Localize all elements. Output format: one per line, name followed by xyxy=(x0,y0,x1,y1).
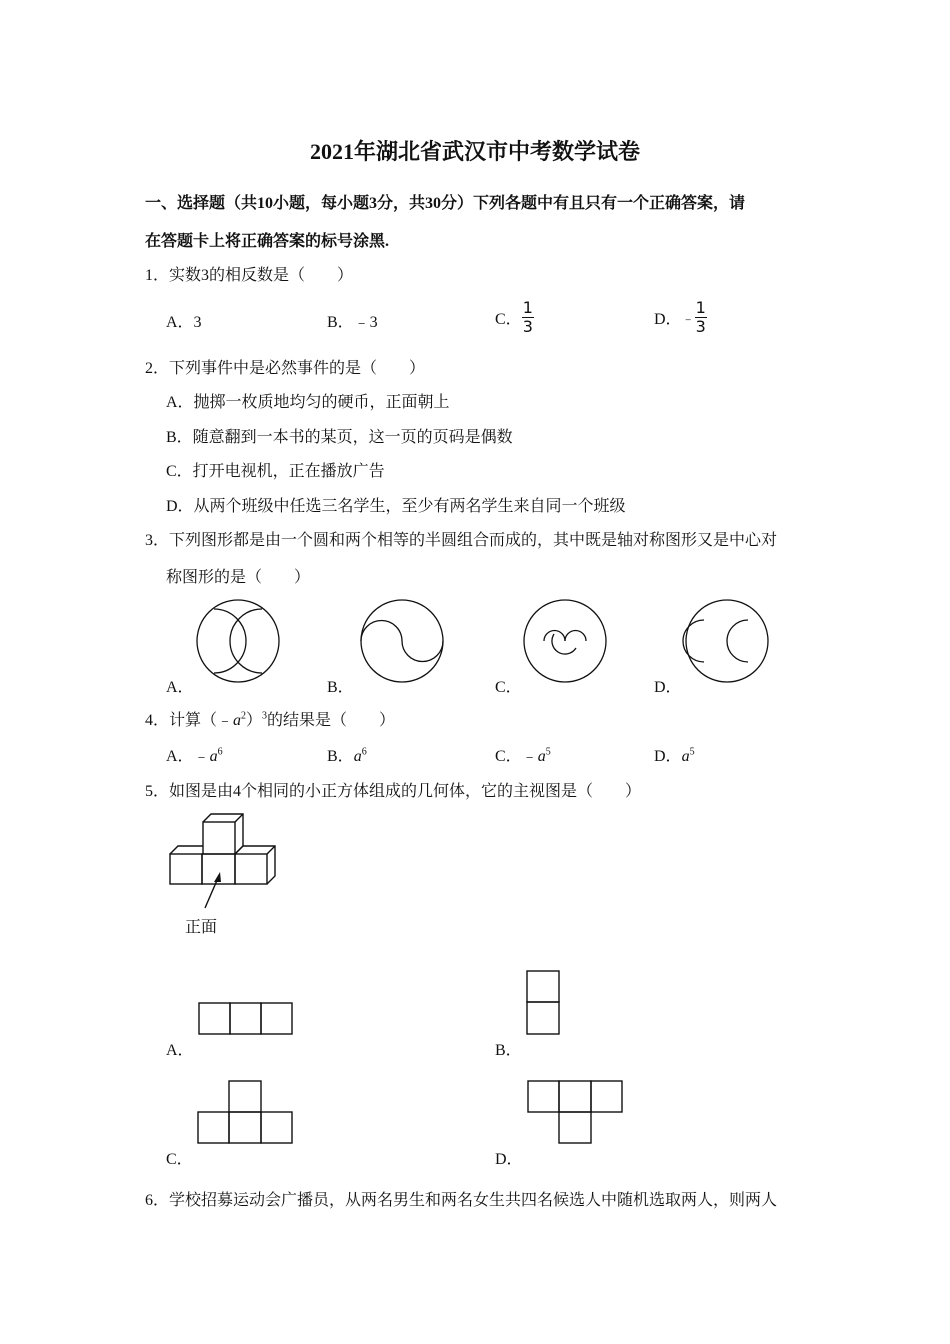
q4-c-exp: 5 xyxy=(545,746,551,758)
q1-option-d-label: D． xyxy=(654,311,682,328)
q4-option-b xyxy=(327,743,367,766)
q1-option-a: A．3 xyxy=(166,314,202,331)
q4-d-exp: 5 xyxy=(689,746,695,758)
q4-stem xyxy=(145,707,395,730)
q2-option-c: C．打开电视机，正在播放广告 xyxy=(166,463,385,480)
q4-d-label: D． xyxy=(654,748,682,765)
q4-d-var: a xyxy=(681,748,690,765)
q3-option-c: C． xyxy=(495,679,522,696)
q2-stem: 2．下列事件中是必然事件的是（ ） xyxy=(145,360,426,377)
q1-option-d-fraction xyxy=(695,299,707,336)
q4-option-d xyxy=(654,743,695,766)
arrow-head-icon xyxy=(214,872,221,882)
q5-view-b xyxy=(526,970,561,1036)
q4-stem-suffix: 的结果是（ ） xyxy=(267,712,396,729)
q4-option-c xyxy=(495,743,551,766)
q1-option-b: B．﹣3 xyxy=(327,314,378,331)
q3-option-a: A． xyxy=(166,679,194,696)
q3-figure-a xyxy=(195,598,281,684)
section-heading-line2: 在答题卡上将正确答案的标号涂黑. xyxy=(145,233,390,250)
q5-option-a: A． xyxy=(166,1042,194,1059)
q1-c-denominator: 3 xyxy=(522,317,533,336)
q3-figure-c xyxy=(522,598,608,684)
q3-figure-d xyxy=(684,598,770,684)
q3-stem-line1: 3．下列图形都是由一个圆和两个相等的半圆组合而成的，其中既是轴对称图形又是中心对 xyxy=(145,532,778,549)
q1-option-c-fraction xyxy=(522,299,534,336)
q1-option-d-sign: ﹣ xyxy=(681,311,695,326)
q4-stem-prefix: 4．计算（﹣ xyxy=(145,712,234,729)
q5-front-label: 正面 xyxy=(185,917,218,936)
q5-option-b: B． xyxy=(495,1042,522,1059)
q5-solid-figure xyxy=(165,810,285,890)
q3-figure-b xyxy=(359,598,445,684)
page-title: 2021年湖北省武汉市中考数学试卷 xyxy=(309,139,640,164)
q4-a-var: a xyxy=(209,748,218,765)
q5-view-c xyxy=(197,1080,295,1145)
q4-stem-var: a xyxy=(233,712,242,729)
q1-option-d xyxy=(654,299,707,336)
q4-b-label: B． xyxy=(327,748,354,765)
section-heading-line1: 一、选择题（共10小题，每小题3分，共30分）下列各题中有且只有一个正确答案，请 xyxy=(145,195,746,212)
q6-stem: 6．学校招募运动会广播员，从两名男生和两名女生共四名候选人中随机选取两人，则两人 xyxy=(145,1192,778,1209)
q3-option-d: D． xyxy=(654,679,682,696)
q2-option-b: B．随意翻到一本书的某页，这一页的页码是偶数 xyxy=(166,429,513,446)
q1-stem: 1．实数3的相反数是（ ） xyxy=(145,267,354,284)
q5-stem: 5．如图是由4个相同的小正方体组成的几何体，它的主视图是（ ） xyxy=(145,783,642,800)
q2-option-a: A．抛掷一枚质地均匀的硬币，正面朝上 xyxy=(166,394,450,411)
q5-option-d: D． xyxy=(495,1151,523,1168)
q4-stem-mid: ） xyxy=(246,712,263,729)
q4-a-exp: 6 xyxy=(217,746,223,758)
q4-stem-exp1: 2 xyxy=(241,710,247,722)
q1-d-numerator: 1 xyxy=(695,298,706,317)
q1-d-denominator: 3 xyxy=(695,317,706,336)
q4-option-a xyxy=(166,743,223,766)
q4-c-label: C．﹣ xyxy=(495,748,538,765)
q4-b-var: a xyxy=(353,748,362,765)
q5-view-a xyxy=(198,1002,296,1035)
q4-stem-exp2: 3 xyxy=(262,710,268,722)
q5-view-d xyxy=(527,1080,625,1145)
q4-b-exp: 6 xyxy=(361,746,367,758)
q3-stem-line2: 称图形的是（ ） xyxy=(166,569,311,586)
q5-option-c: C． xyxy=(166,1151,193,1168)
q1-option-c-label: C． xyxy=(495,311,522,328)
q1-c-numerator: 1 xyxy=(522,298,533,317)
q4-a-label: A．﹣ xyxy=(166,748,210,765)
q2-option-d: D．从两个班级中任选三名学生，至少有两名学生来自同一个班级 xyxy=(166,498,626,515)
q1-option-c xyxy=(495,299,534,336)
q4-c-var: a xyxy=(537,748,546,765)
q3-option-b: B． xyxy=(327,679,354,696)
